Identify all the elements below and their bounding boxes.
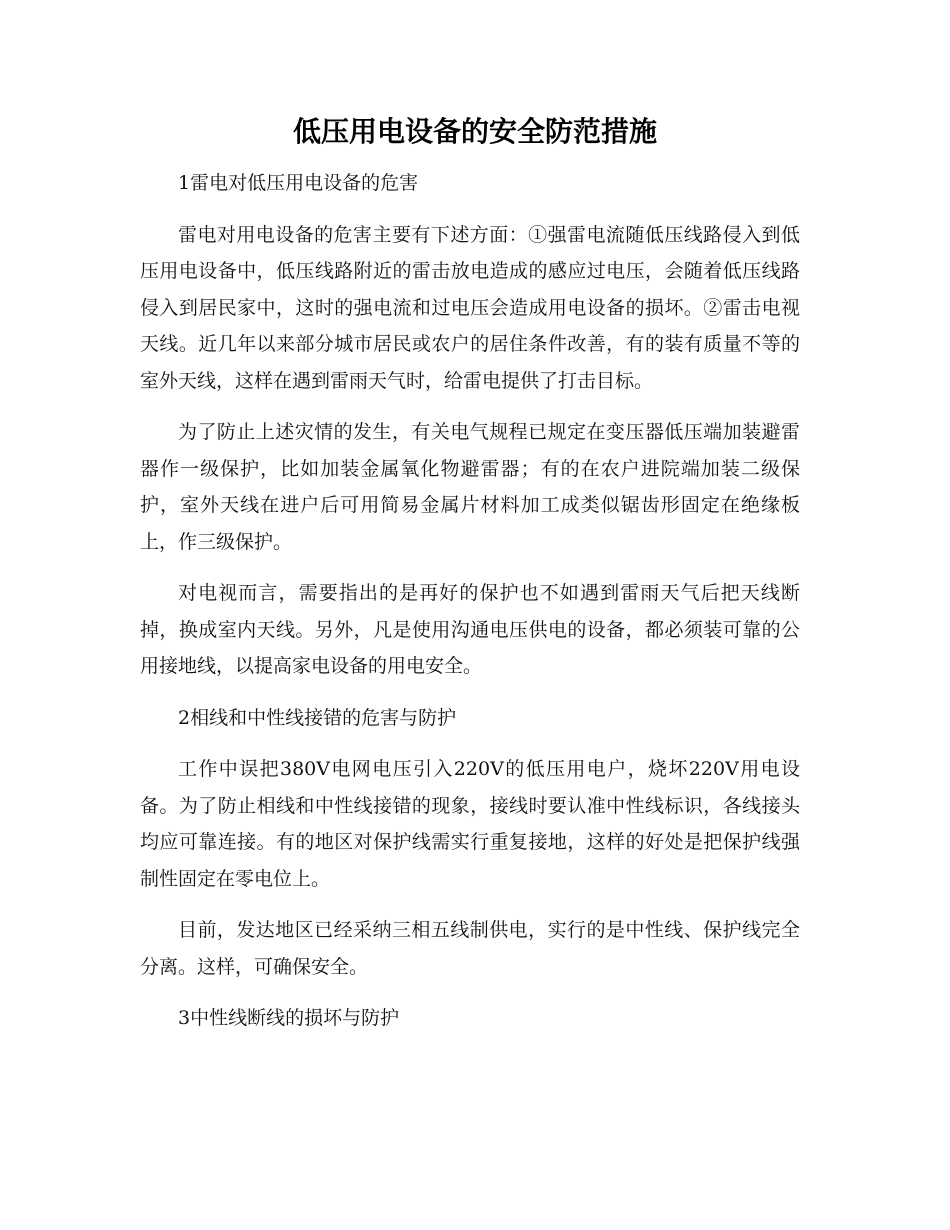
section-heading-1: 1雷电对低压用电设备的危害 (178, 172, 419, 194)
paragraph-lightning-protection: 为了防止上述灾情的发生，有关电气规程已规定在变压器低压端加装避雷器作一级保护，比如加装金属氧化物避雷器；有的在农户进院端加装二级保护，室外天线在进户后可用简易金属片材料加工成类似锯齿形固定在绝缘板上，作三级保护。 (140, 421, 800, 553)
section-heading-3: 3中性线断线的损坏与防护 (178, 1007, 400, 1029)
paragraph-lightning-hazards: 雷电对用电设备的危害主要有下述方面：①强雷电流随低压线路侵入到低压用电设备中，低压线路附近的雷击放电造成的感应过电压，会随着低压线路侵入到居民家中，这时的强电流和过电压会造成用电设备的损坏。②雷击电视天线。近几年以来部分城市居民或农户的居住条件改善，有的装有质量不等的室外天线，这样在遇到雷雨天气时，给雷电提供了打击目标。 (140, 223, 800, 392)
paragraph-wiring-errors: 工作中误把380V电网电压引入220V的低压用电户，烧坏220V用电设备。为了防止相线和中性线接错的现象，接线时要认准中性线标识，各线接头均应可靠连接。有的地区对保护线需实行重复接地，这样的好处是把保护线强制性固定在零电位上。 (140, 758, 800, 890)
document-title: 低压用电设备的安全防范措施 (292, 115, 657, 148)
paragraph-five-wire-system: 目前，发达地区已经采纳三相五线制供电，实行的是中性线、保护线完全分离。这样，可确保安全。 (140, 919, 800, 978)
document-body (140, 165, 800, 1052)
section-heading-2: 2相线和中性线接错的危害与防护 (178, 706, 457, 729)
paragraph-tv-antenna: 对电视而言，需要指出的是再好的保护也不如遇到雷雨天气后把天线断掉，换成室内天线。另外，凡是使用沟通电压供电的设备，都必须装可靠的公用接地线，以提高家电设备的用电安全。 (140, 582, 800, 677)
